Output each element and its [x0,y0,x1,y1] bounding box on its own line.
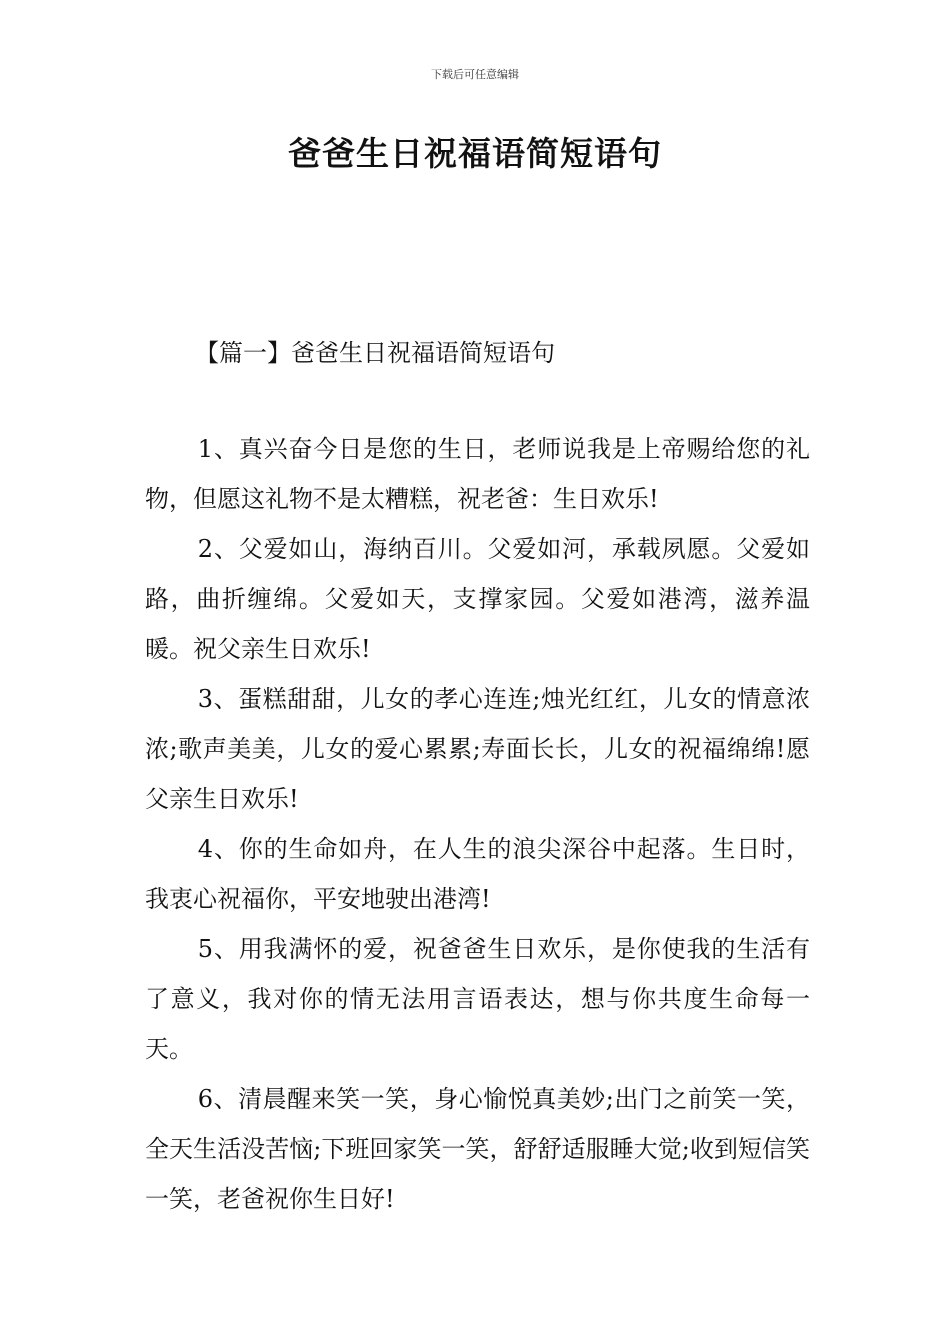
document-title: 爸爸生日祝福语简短语句 [288,134,662,173]
paragraph-5: 5、用我满怀的爱，祝爸爸生日欢乐，是你使我的生活有了意义，我对你的情无法用言语表达，想与你共度生命每一天。 [145,935,810,1063]
section-heading: 【篇一】爸爸生日祝福语简短语句 [195,339,555,367]
body-text [145,424,810,1224]
paragraph-1: 1、真兴奋今日是您的生日，老师说我是上帝赐给您的礼物，但愿这礼物不是太糟糕，祝老爸：生日欢乐! [145,435,810,513]
paragraph-2: 2、父爱如山，海纳百川。父爱如河，承载夙愿。父爱如路，曲折缠绵。父爱如天，支撑家园。父爱如港湾，滋养温暖。祝父亲生日欢乐! [145,535,810,663]
header-note: 下载后可任意编辑 [431,68,519,81]
paragraph-3: 3、蛋糕甜甜，儿女的孝心连连;烛光红红，儿女的情意浓浓;歌声美美，儿女的爱心累累;寿面长长，儿女的祝福绵绵!愿父亲生日欢乐! [145,685,810,813]
paragraph-6: 6、清晨醒来笑一笑，身心愉悦真美妙;出门之前笑一笑，全天生活没苦恼;下班回家笑一笑，舒舒适服睡大觉;收到短信笑一笑，老爸祝你生日好! [145,1085,810,1213]
paragraph-4: 4、你的生命如舟，在人生的浪尖深谷中起落。生日时，我衷心祝福你，平安地驶出港湾! [145,835,810,913]
